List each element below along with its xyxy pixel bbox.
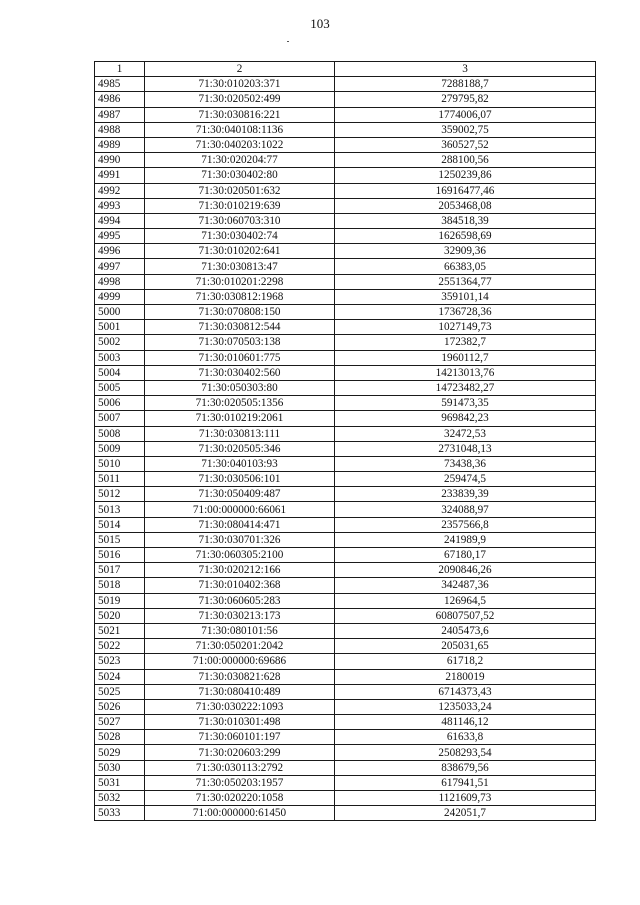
header-cell-3: 3	[335, 62, 596, 77]
table-body	[95, 77, 596, 821]
table-row	[95, 411, 596, 426]
value-cell: 2731048,13	[335, 441, 596, 456]
cadastral-number-cell: 71:30:030701:326	[145, 532, 335, 547]
value-cell: 1121609,73	[335, 791, 596, 806]
table-row	[95, 380, 596, 395]
cadastral-number-cell: 71:30:030213:173	[145, 608, 335, 623]
table-row	[95, 593, 596, 608]
value-cell: 7288188,7	[335, 77, 596, 92]
table-row	[95, 639, 596, 654]
table-row	[95, 77, 596, 92]
row-number-cell: 5010	[95, 456, 145, 471]
cadastral-number-cell: 71:30:020212:166	[145, 563, 335, 578]
value-cell: 61718,2	[335, 654, 596, 669]
header-cell-2: 2	[145, 62, 335, 77]
table-row	[95, 745, 596, 760]
table-row	[95, 472, 596, 487]
row-number-cell: 4985	[95, 77, 145, 92]
value-cell: 1235033,24	[335, 699, 596, 714]
table-header	[95, 62, 596, 77]
row-number-cell: 5012	[95, 487, 145, 502]
cadastral-number-cell: 71:00:000000:66061	[145, 502, 335, 517]
cadastral-number-cell: 71:30:010203:371	[145, 77, 335, 92]
row-number-cell: 4987	[95, 107, 145, 122]
table-row	[95, 335, 596, 350]
cadastral-number-cell: 71:30:060703:310	[145, 213, 335, 228]
table-row	[95, 487, 596, 502]
value-cell: 359101,14	[335, 289, 596, 304]
cadastral-number-cell: 71:30:020204:77	[145, 153, 335, 168]
value-cell: 2180019	[335, 669, 596, 684]
table-row	[95, 806, 596, 821]
row-number-cell: 5013	[95, 502, 145, 517]
row-number-cell: 4999	[95, 289, 145, 304]
table-row	[95, 365, 596, 380]
cadastral-number-cell: 71:30:020502:499	[145, 92, 335, 107]
row-number-cell: 5020	[95, 608, 145, 623]
value-cell: 2090846,26	[335, 563, 596, 578]
table-row	[95, 107, 596, 122]
table-row	[95, 623, 596, 638]
value-cell: 1626598,69	[335, 229, 596, 244]
table-row	[95, 532, 596, 547]
row-number-cell: 4991	[95, 168, 145, 183]
value-cell: 32472,53	[335, 426, 596, 441]
table-row	[95, 502, 596, 517]
value-cell: 591473,35	[335, 396, 596, 411]
row-number-cell: 5017	[95, 563, 145, 578]
value-cell: 359002,75	[335, 122, 596, 137]
row-number-cell: 5027	[95, 715, 145, 730]
row-number-cell: 5028	[95, 730, 145, 745]
row-number-cell: 4997	[95, 259, 145, 274]
cadastral-number-cell: 71:30:030402:74	[145, 229, 335, 244]
cadastral-number-cell: 71:30:050203:1957	[145, 775, 335, 790]
row-number-cell: 4986	[95, 92, 145, 107]
row-number-cell: 5029	[95, 745, 145, 760]
value-cell: 1250239,86	[335, 168, 596, 183]
value-cell: 242051,7	[335, 806, 596, 821]
table-row	[95, 259, 596, 274]
cadastral-number-cell: 71:30:030812:1968	[145, 289, 335, 304]
row-number-cell: 5001	[95, 320, 145, 335]
table-row	[95, 320, 596, 335]
row-number-cell: 5032	[95, 791, 145, 806]
table-row	[95, 563, 596, 578]
cadastral-number-cell: 71:30:080410:489	[145, 684, 335, 699]
row-number-cell: 5009	[95, 441, 145, 456]
value-cell: 2357566,8	[335, 517, 596, 532]
table-row	[95, 350, 596, 365]
cadastral-number-cell: 71:30:010301:498	[145, 715, 335, 730]
table-row	[95, 517, 596, 532]
table-row	[95, 426, 596, 441]
value-cell: 969842,23	[335, 411, 596, 426]
table-row	[95, 578, 596, 593]
row-number-cell: 5016	[95, 548, 145, 563]
cadastral-number-cell: 71:30:070808:150	[145, 305, 335, 320]
value-cell: 838679,56	[335, 760, 596, 775]
cadastral-number-cell: 71:30:070503:138	[145, 335, 335, 350]
value-cell: 73438,36	[335, 456, 596, 471]
value-cell: 67180,17	[335, 548, 596, 563]
table-row	[95, 654, 596, 669]
row-number-cell: 5022	[95, 639, 145, 654]
row-number-cell: 5015	[95, 532, 145, 547]
cadastral-number-cell: 71:30:010601:775	[145, 350, 335, 365]
cadastral-number-cell: 71:30:050409:487	[145, 487, 335, 502]
cadastral-number-cell: 71:30:060101:197	[145, 730, 335, 745]
cadastral-number-cell: 71:30:030813:47	[145, 259, 335, 274]
table-row	[95, 183, 596, 198]
cadastral-number-cell: 71:30:030816:221	[145, 107, 335, 122]
cadastral-number-cell: 71:00:000000:69686	[145, 654, 335, 669]
row-number-cell: 4988	[95, 122, 145, 137]
row-number-cell: 5031	[95, 775, 145, 790]
cadastral-number-cell: 71:30:010202:641	[145, 244, 335, 259]
value-cell: 384518,39	[335, 213, 596, 228]
row-number-cell: 5026	[95, 699, 145, 714]
cadastral-number-cell: 71:30:040103:93	[145, 456, 335, 471]
row-number-cell: 4992	[95, 183, 145, 198]
value-cell: 126964,5	[335, 593, 596, 608]
cadastral-number-cell: 71:30:030402:80	[145, 168, 335, 183]
row-number-cell: 5002	[95, 335, 145, 350]
value-cell: 6714373,43	[335, 684, 596, 699]
row-number-cell: 5023	[95, 654, 145, 669]
cadastral-number-cell: 71:30:020603:299	[145, 745, 335, 760]
cadastral-number-cell: 71:30:020505:346	[145, 441, 335, 456]
value-cell: 14213013,76	[335, 365, 596, 380]
value-cell: 1960112,7	[335, 350, 596, 365]
table-row	[95, 456, 596, 471]
cadastral-number-cell: 71:30:030113:2792	[145, 760, 335, 775]
cadastral-number-cell: 71:30:030506:101	[145, 472, 335, 487]
table-row	[95, 274, 596, 289]
row-number-cell: 5006	[95, 396, 145, 411]
value-cell: 32909,36	[335, 244, 596, 259]
value-cell: 288100,56	[335, 153, 596, 168]
cadastral-number-cell: 71:30:010201:2298	[145, 274, 335, 289]
value-cell: 16916477,46	[335, 183, 596, 198]
table-row	[95, 699, 596, 714]
row-number-cell: 5019	[95, 593, 145, 608]
cadastral-number-cell: 71:30:020501:632	[145, 183, 335, 198]
cadastral-number-cell: 71:30:030821:628	[145, 669, 335, 684]
table-row	[95, 92, 596, 107]
value-cell: 259474,5	[335, 472, 596, 487]
value-cell: 342487,36	[335, 578, 596, 593]
cadastral-number-cell: 71:30:080414:471	[145, 517, 335, 532]
cadastral-number-cell: 71:30:050201:2042	[145, 639, 335, 654]
table-row	[95, 153, 596, 168]
value-cell: 1774006,07	[335, 107, 596, 122]
cadastral-number-cell: 71:30:010219:639	[145, 198, 335, 213]
table-row	[95, 791, 596, 806]
table-row	[95, 548, 596, 563]
row-number-cell: 4993	[95, 198, 145, 213]
table-row	[95, 775, 596, 790]
table-row	[95, 669, 596, 684]
row-number-cell: 4989	[95, 137, 145, 152]
value-cell: 481146,12	[335, 715, 596, 730]
table-row	[95, 122, 596, 137]
row-number-cell: 5008	[95, 426, 145, 441]
row-number-cell: 4995	[95, 229, 145, 244]
table-row	[95, 715, 596, 730]
value-cell: 1736728,36	[335, 305, 596, 320]
page-number: 103	[310, 16, 330, 31]
row-number-cell: 5000	[95, 305, 145, 320]
table-row	[95, 396, 596, 411]
value-cell: 241989,9	[335, 532, 596, 547]
row-number-cell: 4994	[95, 213, 145, 228]
row-number-cell: 5004	[95, 365, 145, 380]
row-number-cell: 5025	[95, 684, 145, 699]
value-cell: 2053468,08	[335, 198, 596, 213]
row-number-cell: 5030	[95, 760, 145, 775]
table-row	[95, 305, 596, 320]
table-row	[95, 441, 596, 456]
table-row	[95, 168, 596, 183]
row-number-cell: 4998	[95, 274, 145, 289]
value-cell: 61633,8	[335, 730, 596, 745]
cadastral-number-cell: 71:30:030812:544	[145, 320, 335, 335]
cadastral-number-cell: 71:30:080101:56	[145, 623, 335, 638]
value-cell: 324088,97	[335, 502, 596, 517]
scan-speck	[287, 41, 289, 42]
cadastral-number-cell: 71:30:020220:1058	[145, 791, 335, 806]
table-row	[95, 760, 596, 775]
cadastral-number-cell: 71:30:040203:1022	[145, 137, 335, 152]
cadastral-number-cell: 71:30:060605:283	[145, 593, 335, 608]
value-cell: 617941,51	[335, 775, 596, 790]
data-table	[94, 61, 596, 821]
table-row	[95, 198, 596, 213]
row-number-cell: 5011	[95, 472, 145, 487]
value-cell: 14723482,27	[335, 380, 596, 395]
cadastral-number-cell: 71:30:020505:1356	[145, 396, 335, 411]
table-row	[95, 244, 596, 259]
cadastral-number-cell: 71:30:030402:560	[145, 365, 335, 380]
cadastral-number-cell: 71:00:000000:61450	[145, 806, 335, 821]
cadastral-number-cell: 71:30:010219:2061	[145, 411, 335, 426]
row-number-cell: 5003	[95, 350, 145, 365]
cadastral-number-cell: 71:30:030222:1093	[145, 699, 335, 714]
value-cell: 2405473,6	[335, 623, 596, 638]
cadastral-number-cell: 71:30:030813:111	[145, 426, 335, 441]
cadastral-number-cell: 71:30:060305:2100	[145, 548, 335, 563]
cadastral-number-cell: 71:30:040108:1136	[145, 122, 335, 137]
value-cell: 360527,52	[335, 137, 596, 152]
row-number-cell: 5014	[95, 517, 145, 532]
row-number-cell: 5007	[95, 411, 145, 426]
cadastral-number-cell: 71:30:010402:368	[145, 578, 335, 593]
row-number-cell: 5033	[95, 806, 145, 821]
value-cell: 205031,65	[335, 639, 596, 654]
table-row	[95, 213, 596, 228]
table-row	[95, 730, 596, 745]
row-number-cell: 4990	[95, 153, 145, 168]
value-cell: 2551364,77	[335, 274, 596, 289]
cadastral-number-cell: 71:30:050303:80	[145, 380, 335, 395]
table-row	[95, 608, 596, 623]
value-cell: 279795,82	[335, 92, 596, 107]
header-row	[95, 62, 596, 77]
value-cell: 2508293,54	[335, 745, 596, 760]
row-number-cell: 5005	[95, 380, 145, 395]
row-number-cell: 5018	[95, 578, 145, 593]
table-row	[95, 289, 596, 304]
row-number-cell: 5024	[95, 669, 145, 684]
row-number-cell: 5021	[95, 623, 145, 638]
table-row	[95, 684, 596, 699]
value-cell: 172382,7	[335, 335, 596, 350]
header-cell-1: 1	[95, 62, 145, 77]
row-number-cell: 4996	[95, 244, 145, 259]
value-cell: 66383,05	[335, 259, 596, 274]
table-row	[95, 137, 596, 152]
value-cell: 60807507,52	[335, 608, 596, 623]
table-row	[95, 229, 596, 244]
value-cell: 1027149,73	[335, 320, 596, 335]
value-cell: 233839,39	[335, 487, 596, 502]
